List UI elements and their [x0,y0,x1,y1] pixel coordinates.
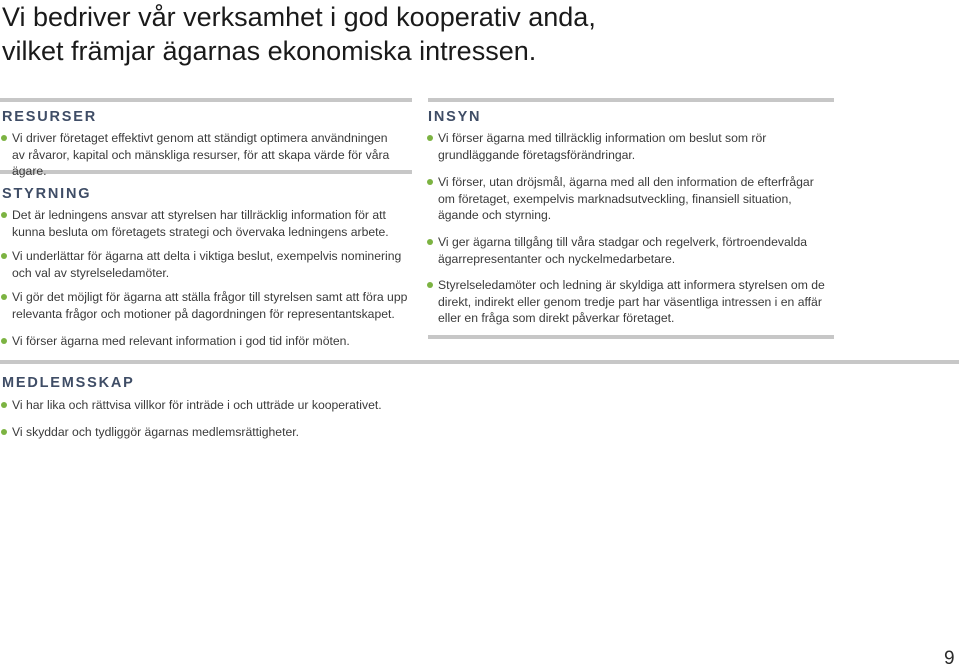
section-resurser [2,109,402,180]
list-item: Vi gör det möjligt för ägarna att ställa frågor till styrelsen samt att föra upp relevanta frågor och motioner på dagordningen för representantskapet. [2,289,414,322]
bullet-icon [1,402,7,408]
section-title-resurser: RESURSER [2,109,97,125]
list-item: Vi förser ägarna med tillräcklig information om beslut som rör grundläggande företagsförändringar. [428,130,828,163]
list-item: Vi förser ägarna med relevant information i god tid inför möten. [2,333,414,350]
bullet-icon [427,282,433,288]
bullet-icon [1,294,7,300]
list-item: Vi har lika och rättvisa villkor för inträde i och utträde ur kooperativet. [2,397,422,414]
bullet-icon [1,253,7,259]
divider-top-left [0,98,412,102]
section-title-styrning: STYRNING [2,186,92,202]
list-item: Vi underlättar för ägarna att delta i viktiga beslut, exempelvis nominering och val av styrelseledamöter. [2,248,414,281]
bullet-icon [1,135,7,141]
list-item: Vi driver företaget effektivt genom att ständigt optimera användningen av råvaror, kapital och mänskliga resurser, för att skapa värde för våra ägare. [2,130,402,180]
section-title-insyn: INSYN [428,109,482,125]
headline-line-1: Vi bedriver vår verksamhet i god kooperativ anda, [2,2,596,32]
section-medlemsskap [2,375,422,440]
list-item: Styrelseledamöter och ledning är skyldiga att informera styrelsen om de direkt, indirekt eller genom tredje part har väsentliga intressen i en affär eller en fråga som direkt påverkar företaget. [428,277,828,327]
bullet-icon [427,135,433,141]
section-insyn [428,109,828,327]
bullet-icon [1,212,7,218]
page-number: 9 [944,648,955,669]
list-item: Vi förser, utan dröjsmål, ägarna med all den information de efterfrågar om företaget, exempelvis marknadsutveckling, finansiell situation, ägande och styrning. [428,174,828,224]
list-item: Det är ledningens ansvar att styrelsen har tillräcklig information för att kunna besluta om företagets strategi och övervaka ledningens arbete. [2,207,414,240]
section-styrning [2,186,414,349]
headline-line-2: vilket främjar ägarnas ekonomiska intressen. [2,36,537,66]
bullet-icon [1,338,7,344]
list-item: Vi ger ägarna tillgång till våra stadgar och regelverk, förtroendevalda ägarrepresentanter och nyckelmedarbetare. [428,234,828,267]
bullet-icon [427,179,433,185]
section-title-medlemsskap: MEDLEMSSKAP [2,375,135,391]
page-headline [2,0,702,68]
divider-top-right [428,98,834,102]
divider-insyn-bottom [428,335,834,339]
bullet-icon [427,239,433,245]
list-item: Vi skyddar och tydliggör ägarnas medlemsrättigheter. [2,424,422,441]
bullet-icon [1,429,7,435]
divider-styrning-medlemsskap [0,360,959,364]
